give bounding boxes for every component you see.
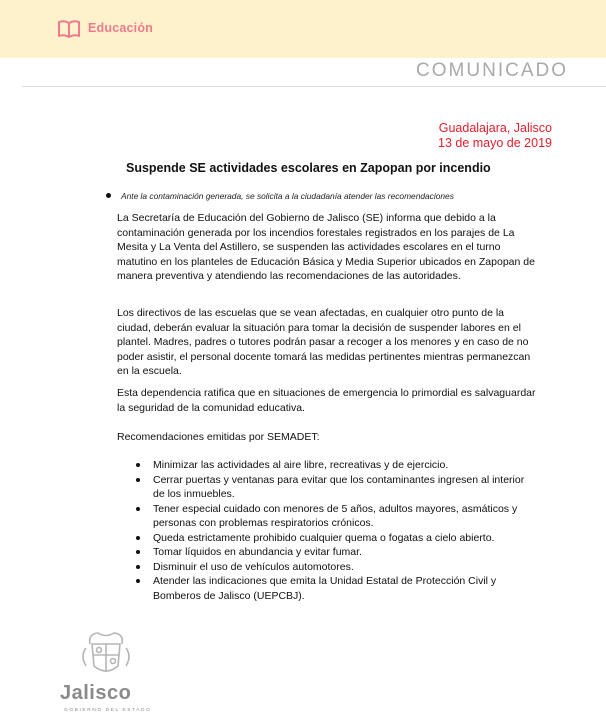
list-item: Atender las indicaciones que emita la Unidad Estatal de Protección Civil y Bomberos de Jalisco (UEPCBJ). — [136, 574, 536, 603]
dateline — [302, 121, 552, 151]
department-badge — [58, 18, 258, 40]
open-book-icon — [58, 20, 80, 39]
bullet-icon — [136, 507, 140, 511]
brand-subtitle: GOBIERNO DEL ESTADO — [64, 708, 152, 713]
paragraph: Los directivos de las escuelas que se vean afectadas, en cualquier otro punto de la ciudad, deberán evaluar la situación para tomar la decisión de suspender labores en el plantel. Madres, padres o tutores podrán pasar a recoger a los menores y en caso de no poder asistir, el personal docente tomará las medidas pertinentes mientras permanezcan en la escuela. — [117, 307, 531, 377]
bullet-icon — [136, 550, 140, 554]
brand-wordmark: Jalisco — [60, 682, 132, 704]
list-item: Cerrar puertas y ventanas para evitar que los contaminantes ingresen al interior de los inmuebles. — [136, 473, 536, 502]
document-type: COMUNICADO — [416, 60, 568, 81]
bullet-icon — [136, 565, 140, 569]
bullet-icon — [136, 579, 140, 583]
list-item: Minimizar las actividades al aire libre, recreativas y de ejercicio. — [136, 458, 536, 473]
bullet-icon — [136, 536, 140, 540]
paragraph: La Secretaría de Educación del Gobierno de Jalisco (SE) informa que debido a la contaminación generada por los incendios forestales registrados en los parajes de La Mesita y La Venta del Astillero, se suspenden las actividades escolares en el turno matutino en los planteles de Educación Básica y Media Superior ubicados en Zapopan de manera preventiva y atendiendo las recomendaciones de las autoridades. — [117, 212, 535, 282]
list-item: Tomar líquidos en abundancia y evitar fumar. — [136, 545, 536, 560]
state-crest-icon — [78, 630, 134, 680]
date: 13 de mayo de 2019 — [438, 136, 552, 150]
place: Guadalajara, Jalisco — [438, 121, 552, 135]
department-label: Educación — [88, 21, 154, 35]
list-item: Disminuir el uso de vehículos automotores. — [136, 560, 536, 575]
bullet-icon — [136, 463, 140, 467]
government-logo — [60, 630, 160, 720]
list-item: Tener especial cuidado con menores de 5 años, adultos mayores, asmáticos y personas con problemas respiratorios crónicos. — [136, 502, 536, 531]
list-item: Queda estrictamente prohibido cualquier quema o fogatas a cielo abierto. — [136, 531, 536, 546]
bullet-icon — [136, 478, 140, 482]
subheading-text: Ante la contaminación generada, se solicita a la ciudadanía atender las recomendaciones — [121, 191, 454, 201]
bullet-icon — [106, 193, 111, 198]
header-band — [0, 0, 606, 58]
recommendations-heading: Recomendaciones emitidas por SEMADET: — [117, 431, 320, 443]
divider — [22, 86, 606, 87]
paragraph: Esta dependencia ratifica que en situaciones de emergencia lo primordial es salvaguardar la seguridad de la comunidad educativa. — [117, 387, 536, 414]
headline: Suspende SE actividades escolares en Zapopan por incendio — [126, 161, 491, 175]
recommendations-list — [136, 458, 536, 603]
